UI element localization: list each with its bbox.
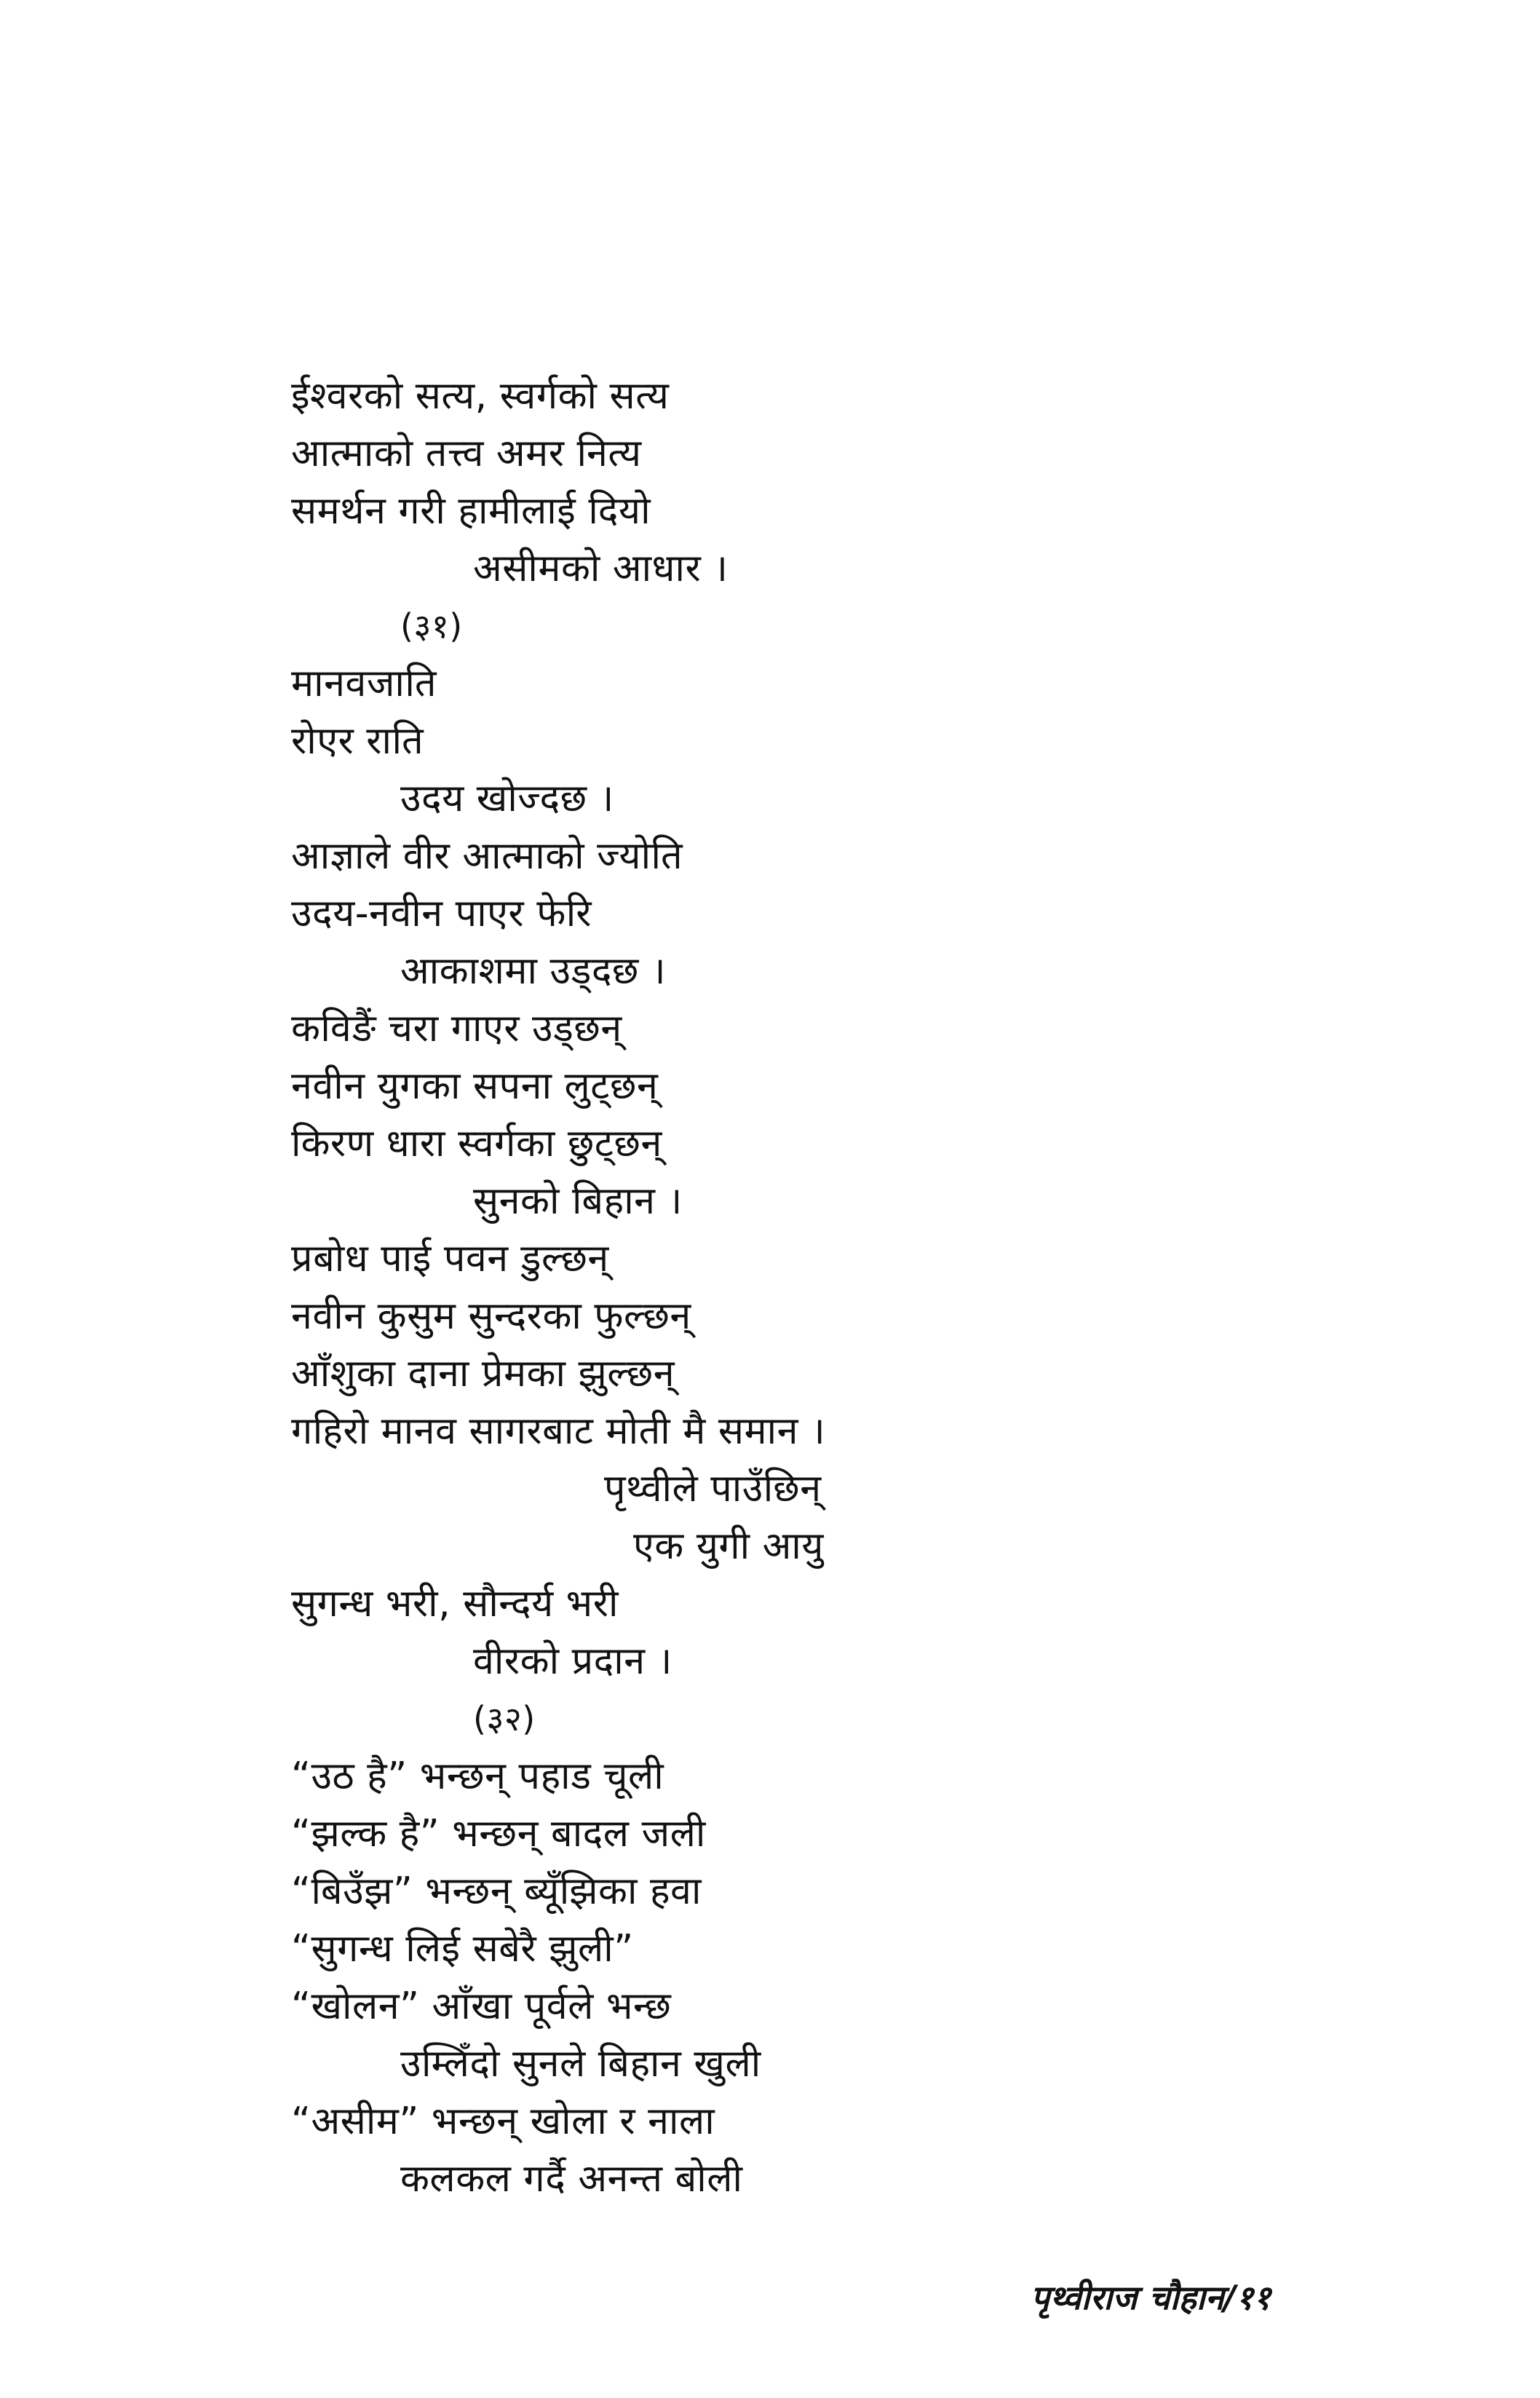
stanza-number: (३१) [400,606,463,646]
poem-line: उम्लिँदो सुनले बिहान खुली [400,2042,761,2086]
poem-line: “उठ है” भन्छन् पहाड चूली [291,1754,664,1798]
poem-line: “खोलन” आँखा पूर्वले भन्छ [291,1985,672,2028]
poem-line: नवीन कुसुम सुन्दरका फुल्छन् [291,1294,691,1338]
poem-line: आत्माको तत्त्व अमर नित्य [291,432,642,475]
poem-line: ईश्वरको सत्य, स्वर्गको सत्य [291,374,670,418]
poem-line: आकाशमा उड्दछ । [400,949,667,993]
poem-line: कविङैं चरा गाएर उड्छन् [291,1007,622,1050]
poem-line: सुनको बिहान । [473,1179,683,1223]
poem-line: नवीन युगका सपना लुट्छन् [291,1064,659,1108]
poem-line: “झल्क है” भन्छन् बादल जली [291,1812,706,1856]
poem-line: पृथ्वीले पाउँछिन् [604,1467,822,1511]
poem-line: आज्ञाले वीर आत्माको ज्योति [291,834,683,878]
poem-line: कलकल गर्दै अनन्त बोली [400,2157,743,2201]
poem-line: किरण धारा स्वर्गका छुट्छन् [291,1122,662,1166]
poem-line: सुगन्ध भरी, सौन्दर्य भरी [291,1582,619,1626]
poem-line: असीमको आधार । [473,547,729,590]
stanza-number: (३२) [473,1699,536,1738]
poem-line: “असीम” भन्छन् खोला र नाला [291,2100,715,2143]
poem-line: रोएर राति [291,719,424,763]
poem-line: आँशुका दाना प्रेमका झुल्छन् [291,1352,675,1396]
poem-line: उदय-नवीन पाएर फेरि [291,892,592,935]
poem-body [291,368,1310,2208]
poem-line: उदय खोज्दछ । [400,777,614,820]
poem-line: वीरको प्रदान । [473,1639,672,1683]
poem-line: गहिरो मानव सागरबाट मोती मै समान । [291,1409,826,1453]
poem-line: “बिउँझ” भन्छन् ब्यूँझिका हवा [291,1869,702,1913]
poem-line: “सुगन्ध लिई सबेरै झुली” [291,1927,634,1971]
poem-line: समर्थन गरी हामीलाई दियो [291,489,651,533]
poem-line: मानवजाति [291,662,437,705]
poem-line: प्रबोध पाई पवन डुल्छन् [291,1237,609,1281]
poem-line: एक युगी आयु [633,1524,824,1568]
page-footer-title: पृथ्वीराज चौहान/११ [1031,2278,1271,2317]
